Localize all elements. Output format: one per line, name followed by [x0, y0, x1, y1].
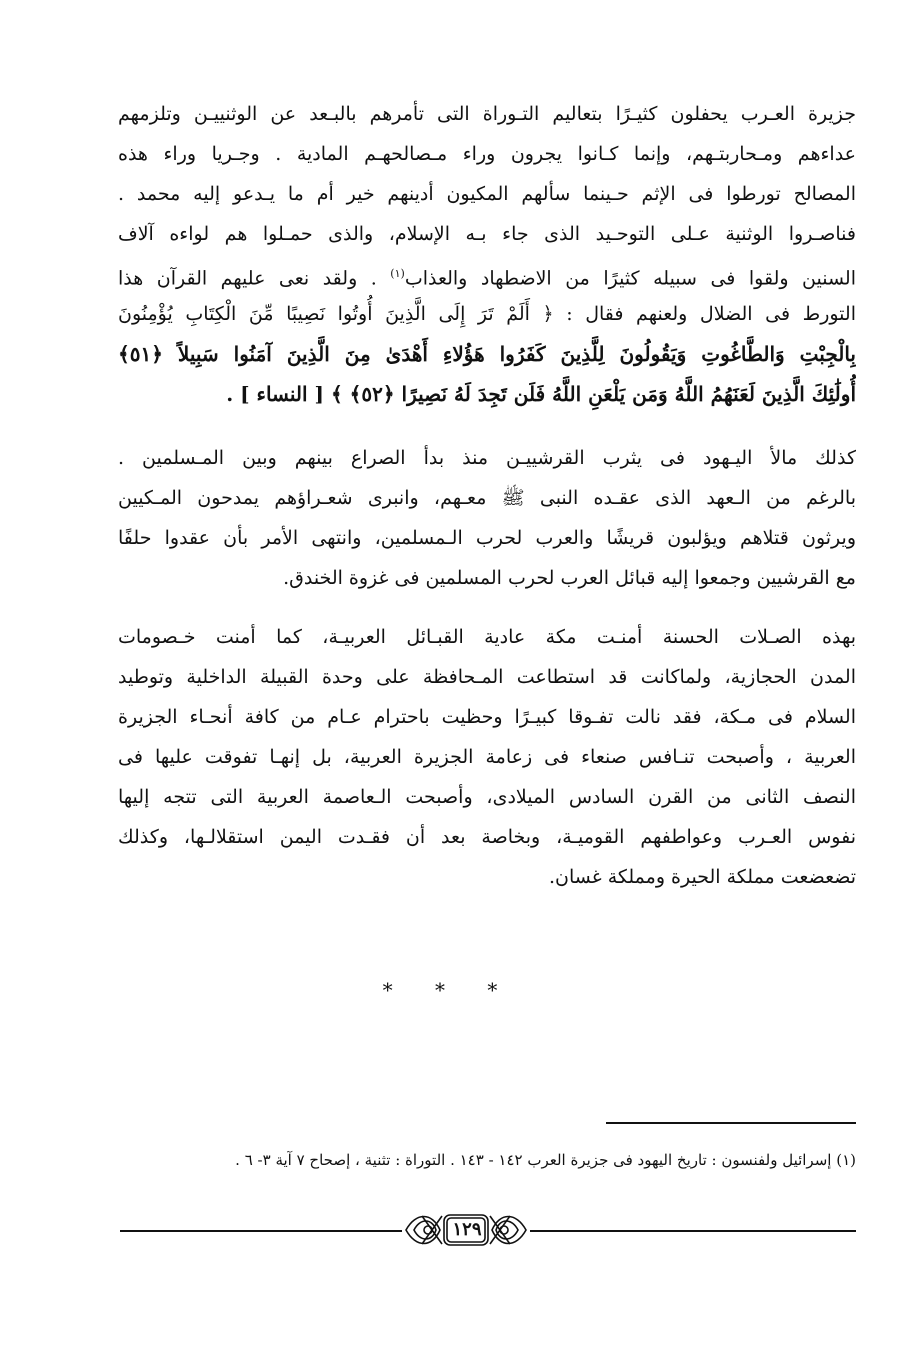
text-line: بهذه الصـلات الحسنة أمنـت مكة عادية القبـائل العربيـة، كما أمنت خـصومات — [118, 626, 856, 648]
text-line: عداءهم ومـحاربتـهم، وإنما كـانوا يجرون وراء مـصالحهـم المادية . وجـريا وراء هذه — [118, 143, 856, 165]
footnote-divider — [606, 1122, 856, 1124]
paragraph-3 — [118, 617, 856, 897]
text-line: جزيرة العـرب يحفلون كثيـرًا بتعاليم التـوراة التى تأمرهم بالبـعد عن الوثنييـن وتلزمهم — [118, 103, 856, 125]
text-line: فناصـروا الوثنية عـلى التوحـيد الذى جاء بـه الإسلام، والذى حمـلوا هم لواءه آلاف — [118, 223, 856, 245]
footer-rule-right — [530, 1230, 856, 1232]
text-line-with-footnote — [118, 254, 856, 294]
text-line: التورط فى الضلال ولعنهم فقال : ﴿ أَلَمْ تَرَ إِلَى الَّذِينَ أُوتُوا نَصِيبًا مِّنَ الْكِتَابِ يُؤْمِنُونَ — [118, 303, 856, 325]
text-line: العربية ، وأصبحت تنـافس صنعاء فى زعامة الجزيرة العربية، بل إنهـا تفوقت عليها فى — [118, 746, 856, 768]
section-separator: * * * — [382, 978, 516, 1002]
text-line: مع القرشيين وجمعوا إليه قبائل العرب لحرب المسلمين فى غزوة الخندق. — [283, 567, 856, 589]
text-line: بالرغم من الـعهد الذى عقـده النبى ﷺ معـهم، وانبرى شعـراؤهم يمدحون المـكيين — [118, 487, 856, 509]
text-line: كذلك مالأ اليـهود فى يثرب القرشييـن منذ بدأ الصراع بينهم وبين المـسلمين . — [118, 447, 856, 469]
paragraph-1 — [118, 94, 856, 414]
paragraph-2 — [118, 438, 856, 598]
text-line: ويرثون قتلاهم ويؤلبون قريشًا والعرب لحرب الـمسلمين، وانتهى الأمر بأن عقدوا حلفًا — [118, 527, 856, 549]
text-line: نفوس العـرب وعواطفهم القوميـة، وبخاصة بعد أن فقـدت اليمن استقلالـها، وكذلك — [118, 826, 856, 848]
text-line: المدن الحجازية، ولماكانت قد استطاعت المـحافظة على وحدة القبيلة الداخلية وتوطيد — [118, 666, 856, 688]
footer-rule-left — [120, 1230, 402, 1232]
line-text: السنين ولقوا فى سبيله كثيرًا من الاضطهاد والعذاب — [404, 267, 856, 290]
text-line: تضعضعت مملكة الحيرة ومملكة غسان. — [549, 866, 856, 888]
text-line: السلام فى مـكة، فقد نالت تفـوقا كبيـرًا وحظيت باحترام عـام من كافة أنحـاء الجزيرة — [118, 706, 856, 728]
quran-verse-line: بِالْجِبْتِ وَالطَّاغُوتِ وَيَقُولُونَ لِلَّذِينَ كَفَرُوا هَؤُلاءِ أَهْدَىٰ مِنَ الَّذِينَ آمَنُوا سَبِيلاً ﴿٥١﴾ — [118, 342, 856, 366]
quran-verse-line: أُولَٰئِكَ الَّذِينَ لَعَنَهُمُ اللَّهُ وَمَن يَلْعَنِ اللَّهُ فَلَن تَجِدَ لَهُ نَصِيرًا ﴿٥٢﴾ ﴾ [ النساء ] . — [226, 382, 856, 406]
line-tail: . ولقد نعى عليهم القرآن هذا — [118, 267, 377, 290]
footnote-marker: (١) — [390, 267, 405, 280]
text-line: النصف الثانى من القرن السادس الميلادى، وأصبحت الـعاصمة العربية التى تتجه إليها — [118, 786, 856, 808]
page-number: ١٢٩ — [452, 1219, 482, 1240]
footnote: (١) إسرائيل ولفنسون : تاريخ اليهود فى جزيرة العرب ١٤٢ - ١٤٣ . التوراة : تثنية ، إصحاح ٧ آية ٣- ٦ . — [235, 1151, 856, 1169]
text-line: المصالح تورطوا فى الإثم حـينما سألهم المكيون أدينهم خير أم ما يـدعو إليه محمد . — [118, 183, 856, 205]
